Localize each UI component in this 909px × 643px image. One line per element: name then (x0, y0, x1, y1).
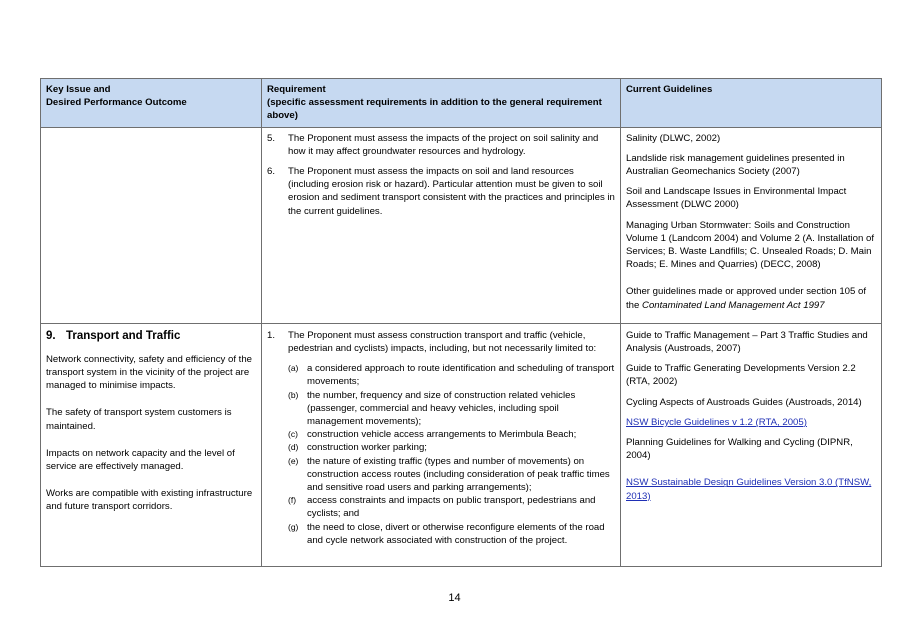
outcome-text: Works are compatible with existing infrastructure and future transport corridors. (46, 488, 253, 513)
sub-item-letter: (d) (288, 442, 299, 453)
requirement-text: The Proponent must assess construction transport and traffic (vehicle, pedestrian and cyclists) impacts, including, but not necessarily limited to: (288, 329, 597, 355)
page-number: 14 (448, 592, 461, 604)
guideline-item: Landslide risk management guidelines presented in Australian Geomechanics Society (2007) (626, 152, 845, 178)
outcome-text: Network connectivity, safety and efficiency of the transport system in the vicinity of the project are managed to minimise impacts. (46, 353, 253, 392)
guideline-item: Managing Urban Stormwater: Soils and Construction Volume 1 (Landcom 2004) and Volume 2 (A. Installation of Services; B. Waste Landfills; C. Unsealed Roads; D. Main Roads; E. Mines and Quarries) (DECC, 2008) (626, 219, 874, 271)
header-current-guidelines: Current Guidelines (621, 79, 882, 128)
sub-item (288, 441, 615, 454)
transport-key-issue-cell (41, 323, 262, 566)
table-header-row (41, 79, 882, 128)
header-requirement-line2: (specific assessment requirements in addition to the general requirement above) (267, 97, 602, 122)
soils-requirements-cell (262, 127, 621, 323)
soils-requirements-list (267, 132, 615, 218)
header-key-issue-line1: Key Issue and (46, 84, 111, 95)
sub-item (288, 521, 615, 547)
outcome-text: The safety of transport system customers is maintained. (46, 407, 232, 432)
requirement-number: 1. (267, 329, 276, 341)
sub-item-letter: (a) (288, 363, 299, 374)
requirement-item (267, 132, 615, 158)
table-row-transport (41, 323, 882, 566)
section-heading (46, 329, 256, 343)
sub-item-letter: (b) (288, 389, 299, 400)
sub-item (288, 362, 615, 388)
other-guidelines-act: Contaminated Land Management Act 1997 (642, 299, 825, 311)
requirement-item (267, 329, 615, 547)
nsw-bicycle-guidelines-link[interactable]: NSW Bicycle Guidelines v 1.2 (RTA, 2005) (626, 416, 807, 428)
sub-item-text: construction worker parking; (307, 442, 427, 454)
table-row-soils (41, 127, 882, 323)
outcome-text: Impacts on network capacity and the level of service are effectively managed. (46, 447, 235, 473)
guideline-item: Guide to Traffic Management – Part 3 Traffic Studies and Analysis (Austroads, 2007) (626, 329, 868, 355)
sub-item-text: construction vehicle access arrangements to Merimbula Beach; (307, 429, 577, 441)
requirement-text: The Proponent must assess the impacts on soil and land resources (including erosion risk or hazard). Particular attention must be given to soil erosion and sediment transport consistent with the practices and principles in the current guidelines. (288, 166, 615, 217)
guideline-item-other (626, 285, 876, 311)
soils-key-issue-cell (41, 127, 262, 323)
sub-item-letter: (e) (288, 455, 299, 466)
requirement-text: The Proponent must assess the impacts of the project on soil salinity and how it may affect groundwater resources and hydrology. (288, 132, 599, 157)
requirements-table (40, 78, 882, 567)
other-guidelines-prefix: Other guidelines made or approved under section 105 of the (626, 286, 866, 311)
header-key-issue (41, 79, 262, 128)
sub-item (288, 428, 615, 441)
sub-item-text: a considered approach to route identification and scheduling of transport movements; (307, 363, 615, 388)
sub-item (288, 494, 615, 520)
sub-item-text: the need to close, divert or otherwise reconfigure elements of the road and cycle network associated with construction of the project. (307, 521, 605, 546)
sub-item-letter: (c) (288, 429, 298, 440)
sub-item-letter: (f) (288, 495, 297, 506)
header-requirement (262, 79, 621, 128)
section-title: Transport and Traffic (66, 329, 181, 342)
requirement-number: 5. (267, 132, 276, 144)
sub-item (288, 455, 615, 495)
guideline-item: Soil and Landscape Issues in Environmental Impact Assessment (DLWC 2000) (626, 186, 847, 211)
sub-item (288, 389, 615, 429)
transport-requirements-list (267, 329, 615, 547)
sub-item-text: access constraints and impacts on public transport, pedestrians and cyclists; and (307, 495, 596, 520)
section-number: 9. (46, 329, 56, 342)
sub-item-text: the number, frequency and size of construction related vehicles (passenger, commercial and heavy vehicles, including spoil management movements); (307, 389, 576, 428)
sub-requirements-list (288, 362, 615, 547)
nsw-sustainable-design-guidelines-link[interactable]: NSW Sustainable Design Guidelines Version 3.0 (TfNSW, 2013) (626, 477, 872, 502)
guideline-item: Planning Guidelines for Walking and Cycling (DIPNR, 2004) (626, 437, 853, 462)
transport-requirements-cell (262, 323, 621, 566)
guideline-item: Cycling Aspects of Austroads Guides (Austroads, 2014) (626, 396, 862, 408)
header-key-issue-line2: Desired Performance Outcome (46, 97, 187, 109)
guideline-item: Guide to Traffic Generating Developments Version 2.2 (RTA, 2002) (626, 363, 856, 388)
requirement-number: 6. (267, 166, 276, 178)
requirement-item (267, 165, 615, 218)
header-requirement-line1: Requirement (267, 84, 326, 95)
guideline-link[interactable] (626, 476, 876, 502)
sub-item-letter: (g) (288, 521, 299, 532)
guideline-item: Salinity (DLWC, 2002) (626, 132, 721, 144)
guideline-link[interactable] (626, 416, 876, 429)
soils-guidelines-cell (621, 127, 882, 323)
sub-item-text: the nature of existing traffic (types and number of movements) on construction access routes (including consideration of peak traffic times and sensitive road users and parking arrangements); (307, 455, 610, 494)
transport-guidelines-cell (621, 323, 882, 566)
